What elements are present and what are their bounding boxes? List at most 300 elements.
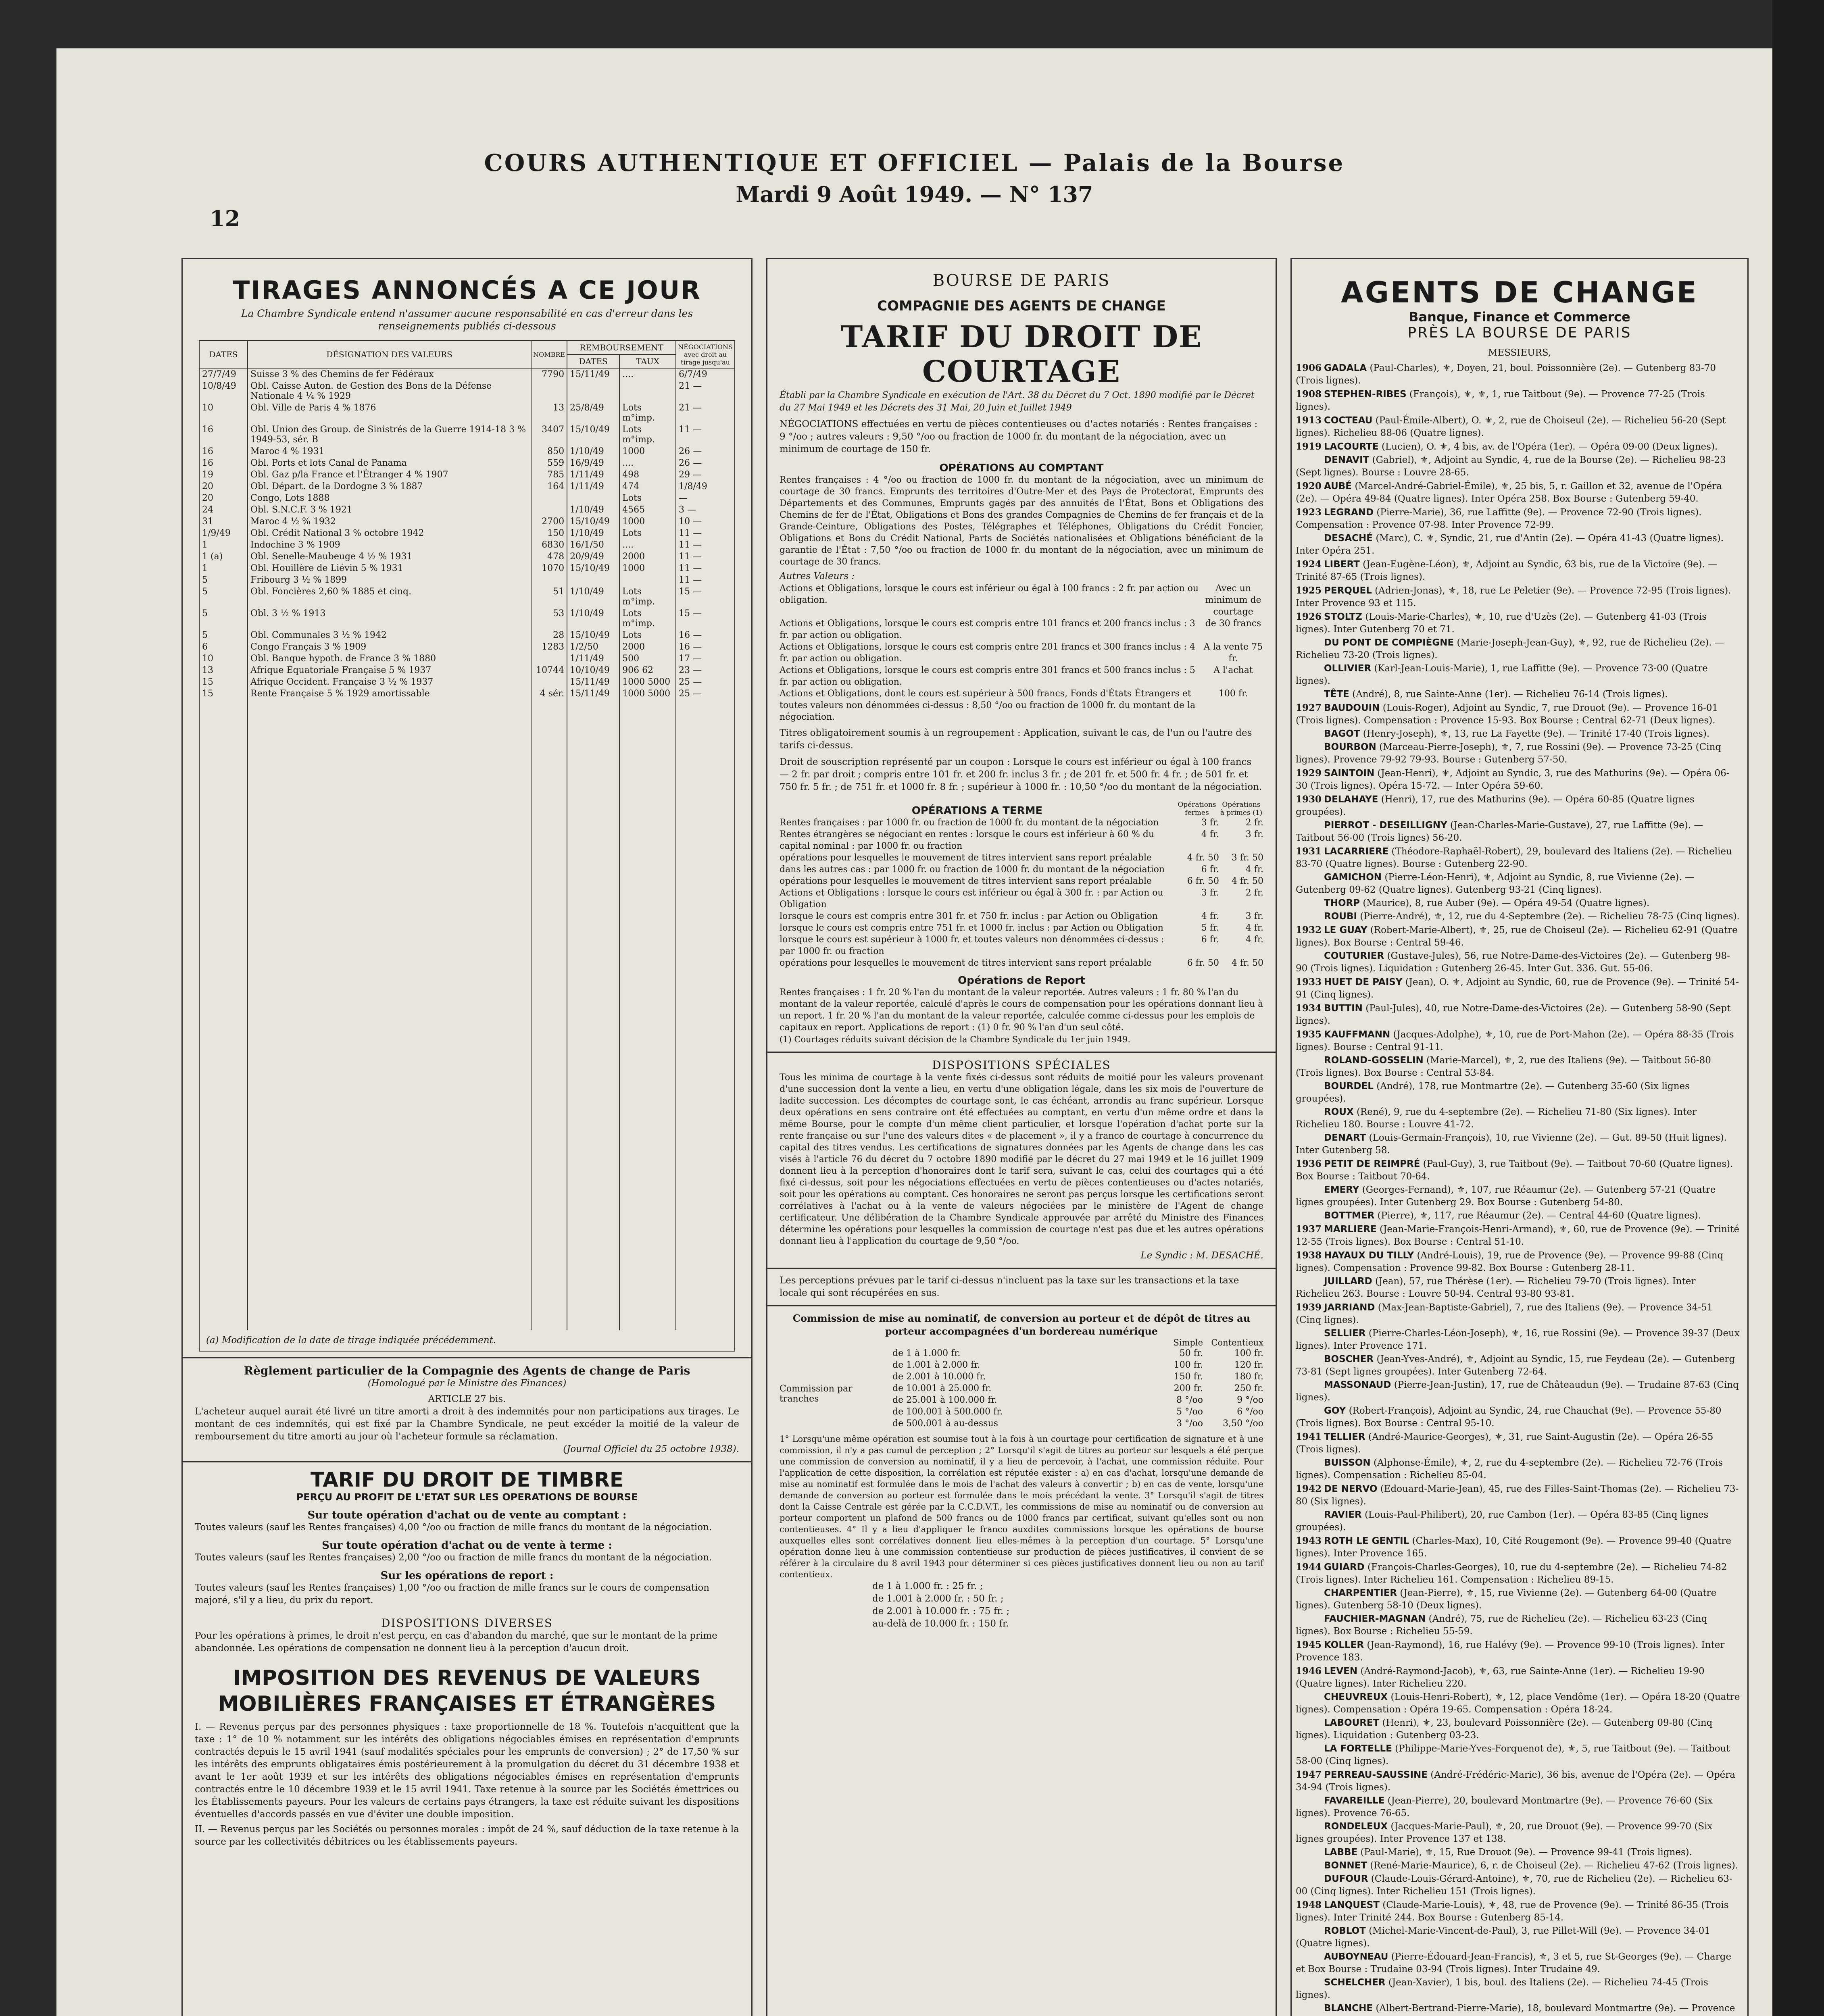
agent-name: ROLAND-GOSSELIN [1324, 1055, 1424, 1066]
courtage-subtitle: Établi par la Chambre Syndicale en exécution de l'Art. 38 du Décret du 7 Oct. 1890 modifié par le Décret du 27 Mai 1949 et les Décrets des 31 Mai, 20 Juin et Juillet 1949 [780, 390, 1255, 413]
agent-details: (Louis-Germain-François), 10, rue Vivienne (2e). — Gut. 89-50 (Huit lignes). Inter Gutenberg 58. [1296, 1133, 1727, 1156]
imposition-text-2: II. — Revenus perçus par les Sociétés ou personnes morales : impôt de 24 %, sauf déduction de la taxe retenue à la source par les collectivités débitrices ou les établissements payeurs. [195, 1824, 740, 1847]
table-cell [531, 574, 567, 586]
agent-entry [1296, 1768, 1740, 1794]
agent-name: FAUCHIER-MAGNAN [1324, 1614, 1426, 1624]
agent-year: 1930 [1296, 794, 1322, 805]
agent-entry [1296, 637, 1740, 662]
list-item-rate: A la vente 75 fr. [1203, 642, 1263, 664]
table-cell: 7790 [531, 368, 567, 380]
table-cell: 1/10/49 [567, 586, 619, 608]
agent-details: (Edouard-Marie-Jean), 45, rue des Filles-Saint-Thomas (2e). — Richelieu 73-80 (Six lignes). [1296, 1484, 1739, 1507]
agent-entry [1296, 1743, 1740, 1768]
commission-head-simple: Simple [1173, 1338, 1203, 1347]
timbre-t3: Toutes valeurs (sauf les Rentes françaises) 1,00 °/oo ou fraction de mille francs sur le cours de compensation majoré, s'il y a lieu, du prix du report. [195, 1583, 710, 1606]
table-cell: 11 — [676, 551, 735, 562]
table-cell: 16 — [676, 641, 735, 653]
table-cell: 27/7/49 [199, 368, 248, 380]
agent-name: FAVAREILLE [1324, 1795, 1385, 1806]
agent-year: 1926 [1296, 611, 1322, 622]
list-item-prime: 4 fr. 50 [1231, 958, 1263, 968]
agent-year: 1945 [1296, 1639, 1322, 1650]
table-cell: 10 [199, 402, 248, 424]
agent-name: BAGOT [1324, 729, 1360, 739]
agent-entry [1296, 1846, 1740, 1859]
table-cell: Obl. Caisse Auton. de Gestion des Bons de la Défense Nationale 4 ¼ % 1929 [248, 380, 531, 402]
table-row [199, 551, 735, 562]
list-item-ferme: 4 fr. [1201, 911, 1219, 921]
agent-details: (René-Marie-Maurice), 6, r. de Choiseul (2e). — Richelieu 47-62 (Trois lignes). [1367, 1860, 1739, 1871]
table-cell: Lots [619, 629, 676, 641]
article-ref: (Journal Officiel du 25 octobre 1938). [563, 1444, 739, 1454]
table-cell: 478 [531, 551, 567, 562]
agent-details: (Robert-Marie-Albert), ⚜, 25, rue de Choiseul (2e). — Richelieu 62-91 (Quatre lignes). Box Bourse : Central 59-46. [1296, 925, 1738, 948]
table-cell: Obl. 3 ½ % 1913 [248, 608, 531, 629]
agent-name: BONNET [1324, 1860, 1367, 1871]
agent-details: (Henry-Joseph), ⚜, 13, rue La Fayette (9e). — Trinité 17-40 (Trois lignes). [1360, 729, 1710, 739]
agent-name: SAINTOIN [1324, 768, 1375, 779]
agent-year: 1927 [1296, 702, 1322, 713]
agent-details: (André-Frédéric-Marie), 36 bis, avenue de l'Opéra (2e). — Opéra 34-94 (Trois lignes). [1296, 1770, 1736, 1793]
dispositions-title: DISPOSITIONS DIVERSES [381, 1616, 553, 1630]
agent-entry [1296, 506, 1740, 531]
list-item-prime: 2 fr. [1245, 888, 1263, 898]
list-item-text: de 500.001 à au-dessus [892, 1418, 999, 1429]
list-item-simple: 5 °/oo [1176, 1407, 1203, 1417]
list-item [892, 1383, 1263, 1394]
agent-name: DU PONT DE COMPIÈGNE [1324, 637, 1454, 648]
table-cell: Lots m°imp. [619, 608, 676, 629]
agent-details: (André-Raymond-Jacob), ⚜, 63, rue Sainte-Anne (1er). — Richelieu 19-90 (Quatre lignes). Inter Richelieu 220. [1296, 1666, 1705, 1689]
table-cell: 11 — [676, 574, 735, 586]
agent-name: RAVIER [1324, 1510, 1362, 1520]
agent-name: MARLIERE [1324, 1224, 1377, 1235]
terme-col-a: Opérations fermes [1178, 801, 1216, 817]
souscription-text: Droit de souscription représenté par un coupon : Lorsque le cours est inférieur ou égal à 100 francs — 2 fr. par droit ; compris entre 101 fr. et 200 fr. inclus 3 fr. ; de 201 fr. et 500 fr. 4 fr. ; de 501 fr. et 750 fr. 5 fr. ; de 751 fr. et 1000 fr. 8 fr. ; supérieur à 1000 fr. : 10,50 °/oo du montant de la négociation. [780, 757, 1262, 792]
agent-entry [1296, 871, 1740, 896]
list-item [780, 618, 1263, 641]
table-row [199, 574, 735, 586]
agent-year: 1947 [1296, 1769, 1322, 1780]
list-item-prime: 4 fr. 50 [1231, 876, 1263, 886]
agent-name: CHARPENTIER [1324, 1588, 1397, 1598]
list-item [780, 864, 1263, 875]
list-item-ferme: 4 fr. [1201, 829, 1219, 839]
list-item [780, 817, 1263, 829]
bourse-label: BOURSE DE PARIS [932, 271, 1111, 290]
agent-entry [1296, 1820, 1740, 1845]
agent-year: 1938 [1296, 1250, 1322, 1261]
table-cell: 1000 5000 [619, 688, 676, 700]
table-cell: Congo Français 3 % 1909 [248, 641, 531, 653]
list-item-prime: 2 fr. [1245, 818, 1263, 828]
agent-year: 1929 [1296, 768, 1322, 779]
agent-entry [1296, 1106, 1740, 1131]
agent-details: (Jean), 57, rue Thérèse (1er). — Richelieu 79-70 (Trois lignes). Inter Richelieu 263. Bourse : Louvre 50-94. Central 93-80 93-81. [1296, 1276, 1696, 1299]
list-item-text: opérations pour lesquelles le mouvement de titres intervient sans report préalable [780, 958, 1152, 968]
agent-name: TELLIER [1324, 1432, 1365, 1442]
agent-name: SCHELCHER [1324, 1977, 1386, 1988]
table-cell: Maroc 4 ½ % 1932 [248, 516, 531, 527]
list-item-text: de 100.001 à 500.000 fr. [892, 1407, 1003, 1417]
agent-year: 1935 [1296, 1029, 1322, 1040]
table-cell: 1000 [619, 562, 676, 574]
list-item-text: dans les autres cas : par 1000 fr. ou fraction de 1000 fr. du montant de la négociation [780, 864, 1165, 875]
agent-entry [1296, 362, 1740, 387]
table-cell: 10/8/49 [199, 380, 248, 402]
agent-details: (Pierre-Édouard-Jean-Francis), ⚜, 3 et 5, rue St-Georges (9e). — Charge et Box Bourse : Trudaine 03-94 (Trois lignes). Inter Trudaine 49. [1296, 1951, 1732, 1974]
timbre-title: TARIF DU DROIT DE TIMBRE [310, 1468, 624, 1491]
list-item [780, 875, 1263, 887]
report-text: Rentes françaises : 1 fr. 20 % l'an du montant de la valeur reportée. Autres valeurs : 1 fr. 80 % l'an du montant de la valeur reportée, calculé d'après le cours de compensation pour les opérations donnant lieu à un report. 1 fr. 20 % l'an du montant de la valeur reportée, calculée comme ci-dessus pour les emplois de capitaux en report. Applications de report : (1) 0 fr. 90 % l'an d'un seul côté. [780, 987, 1263, 1033]
agent-year: 1913 [1296, 415, 1322, 426]
list-item [780, 852, 1263, 864]
table-cell: 15 [199, 676, 248, 688]
list-item [892, 1406, 1263, 1418]
list-item-simple: 100 fr. [1174, 1360, 1203, 1370]
agent-details: (Albert-Bertrand-Pierre-Marie), 18, boulevard Montmartre (9e). — Provence [1376, 2003, 1735, 2014]
agent-details: (Paul-Jules), 40, rue Notre-Dame-des-Victoires (2e). — Gutenberg 58-90 (Sept lignes). [1296, 1003, 1731, 1026]
agent-details: (Karl-Jean-Louis-Marie), 1, rue Laffitte (9e). — Provence 73-00 (Quatre lignes). [1296, 663, 1708, 686]
list-item-prime: 4 fr. [1245, 935, 1263, 945]
agent-entry [1296, 1002, 1740, 1027]
table-row [199, 527, 735, 539]
imposition-text-1: I. — Revenus perçus par des personnes physiques : taxe proportionnelle de 18 %. Toutefois n'acquittent que la taxe : 1° de 10 % notamment sur les intérêts des obligations négociables émises en représentation d'emprunts contractés depuis le 15 avril 1941 (sauf modalités spéciales pour les emprunts de conversion) ; 2° de 17,50 % sur les intérêts des emprunts obligataires émis postérieurement à la promulgation du décret du 31 décembre 1938 et avant le 1er août 1939 et sur les intérêts des obligations négociables émises en représentation d'emprunts contractés entre le 10 décembre 1939 et le 15 avril 1941. Taxe retenue à la source par les Sociétés émettrices ou les Établissements payeurs. Pour les valeurs de certains pays étrangers, la taxe est réduite suivant les dispositions éventuelles d'accords passés en vue d'éviter une double imposition. [195, 1722, 739, 1820]
agent-details: (Pierre-Jean-Justin), 17, rue de Châteaudun (9e). — Trudaine 87-63 (Cinq lignes). [1296, 1380, 1739, 1403]
table-cell: 1/11/49 [567, 481, 619, 492]
col-r-dates: DATES [567, 354, 619, 368]
agent-details: (André), 75, rue de Richelieu (2e). — Richelieu 63-23 (Cinq lignes). Box Bourse : Richelieu 55-59. [1296, 1614, 1707, 1637]
report-title: Opérations de Report [958, 975, 1085, 987]
agent-name: DUFOUR [1324, 1874, 1368, 1884]
agent-entry [1296, 950, 1740, 975]
comptant-title: OPÉRATIONS AU COMPTANT [939, 462, 1104, 474]
table-cell: 5 [199, 629, 248, 641]
agent-name: CHEUVREUX [1324, 1692, 1388, 1702]
table-cell: 23 — [676, 664, 735, 676]
agent-entry [1296, 1587, 1740, 1612]
agent-entry [1296, 897, 1740, 910]
agent-details: (Pierre-Léon-Henri), ⚜, Adjoint au Syndic, 8, rue Vivienne (2e). — Gutenberg 09-62 (Quatre lignes). Gutenberg 93-21 (Cinq lignes). [1296, 872, 1695, 895]
agent-name: LACOURTE [1324, 442, 1379, 452]
agent-name: ROBLOT [1324, 1926, 1366, 1936]
list-item: de 1.001 à 2.000 fr. : 50 fr. ; [872, 1593, 1004, 1604]
agent-entry [1296, 845, 1740, 871]
agent-name: LANQUEST [1324, 1900, 1380, 1910]
table-row [199, 457, 735, 469]
table-cell: 16 [199, 446, 248, 457]
list-item-prime: 4 fr. [1245, 923, 1263, 933]
list-item-ferme: 6 fr. 50 [1187, 876, 1219, 886]
agent-year: 1944 [1296, 1562, 1322, 1572]
agent-year: 1932 [1296, 925, 1322, 935]
agent-name: ROTH LE GENTIL [1324, 1536, 1409, 1546]
table-cell: 10 — [676, 516, 735, 527]
table-row [199, 380, 735, 402]
tirages-table-wrap [183, 340, 751, 1352]
agent-details: (Adrien-Jonas), ⚜, 18, rue Le Peletier (9e). — Provence 72-95 (Trois lignes). Inter Provence 93 et 115. [1296, 585, 1731, 608]
table-cell: 15/10/49 [567, 516, 619, 527]
list-item-ferme: 3 fr. [1201, 888, 1219, 898]
table-cell: 11 — [676, 539, 735, 551]
agent-details: (Henri), ⚜, 23, boulevard Poissonnière (2e). — Gutenberg 09-80 (Cinq lignes). Liquidation : Gutenberg 03-23. [1296, 1718, 1713, 1741]
agent-details: (Jean-Pierre), 20, boulevard Montmartre (9e). — Provence 76-60 (Six lignes). Provence 76-65. [1296, 1795, 1713, 1818]
table-cell: 15/10/49 [567, 424, 619, 446]
list-item-ferme: 6 fr. [1201, 935, 1219, 945]
agent-details: (Paul-Marie), ⚜, 15, Rue Drouot (9e). — Provence 99-41 (Trois lignes). [1357, 1847, 1692, 1858]
list-item-prime: 3 fr. [1245, 911, 1263, 921]
commission-label: Commission par tranches [780, 1384, 853, 1404]
table-row [199, 586, 735, 608]
table-cell: 1070 [531, 562, 567, 574]
agent-name: TÊTE [1324, 689, 1349, 700]
agent-entry [1296, 1132, 1740, 1157]
table-cell: Indochine 3 % 1909 [248, 539, 531, 551]
table-row [199, 539, 735, 551]
table-cell: 4 sér. [531, 688, 567, 700]
agent-details: (Louis-Roger), Adjoint au Syndic, 7, rue Drouot (9e). — Provence 16-01 (Trois lignes). Compensation : Provence 15-93. Box Bourse : Central 62-71 (Deux lignes). [1296, 703, 1718, 726]
agent-entry [1296, 1976, 1740, 2001]
agent-name: KAUFFMANN [1324, 1029, 1390, 1040]
table-cell: Obl. Union des Group. de Sinistrés de la Guerre 1914-18 3 % 1949-53, sér. B [248, 424, 531, 446]
table-cell: 1000 [619, 446, 676, 457]
agent-year: 1948 [1296, 1899, 1322, 1910]
col-taux: TAUX [619, 354, 676, 368]
table-cell [531, 676, 567, 688]
agent-entry [1296, 1275, 1740, 1300]
table-cell: 16 — [676, 629, 735, 641]
table-cell: 1/2/50 [567, 641, 619, 653]
agent-details: (Jean-Raymond), 16, rue Halévy (9e). — Provence 99-10 (Trois lignes). Inter Provence 183. [1296, 1640, 1725, 1663]
table-row [199, 641, 735, 653]
agent-entry [1296, 558, 1740, 583]
agent-name: STOLTZ [1324, 612, 1363, 622]
table-cell: 10/10/49 [567, 664, 619, 676]
list-item-text: lorsque le cours est supérieur à 1000 fr. et toutes valeurs non dénommées ci-dessus : par 1000 fr. ou fraction [780, 935, 1164, 956]
table-cell: 1/10/49 [567, 446, 619, 457]
table-cell: 1 (a) [199, 551, 248, 562]
scan-edge [1772, 0, 1824, 2016]
table-cell: 5 [199, 574, 248, 586]
table-cell: Maroc 4 % 1931 [248, 446, 531, 457]
agent-entry [1296, 610, 1740, 636]
agent-details: (Marceau-Pierre-Joseph), ⚜, 7, rue Rossini (9e). — Provence 73-25 (Cinq lignes). Provence 79-92 79-93. Bourse : Gutenberg 57-50. [1296, 742, 1722, 765]
table-cell: .... [619, 457, 676, 469]
agent-entry [1296, 976, 1740, 1001]
agent-details: (Michel-Marie-Vincent-de-Paul), 3, rue Pillet-Will (9e). — Provence 34-01 (Quatre lignes). [1296, 1926, 1711, 1949]
table-cell: 10744 [531, 664, 567, 676]
list-item-rate: 100 fr. [1218, 689, 1248, 699]
table-cell: 13 [531, 402, 567, 424]
table-cell: 51 [531, 586, 567, 608]
agent-entry [1296, 1353, 1740, 1378]
agent-details: (André), 178, rue Montmartre (2e). — Gutenberg 35-60 (Six lignes groupées). [1296, 1081, 1690, 1104]
table-cell: 20 [199, 481, 248, 492]
agent-entry [1296, 1405, 1740, 1430]
column-courtage [766, 258, 1277, 2016]
table-cell: 13 [199, 664, 248, 676]
agent-entry [1296, 1054, 1740, 1079]
table-cell: 21 — [676, 380, 735, 402]
agent-details: (Marc), C. ⚜, Syndic, 21, rue d'Antin (2e). — Opéra 41-43 (Quatre lignes). Inter Opéra 251. [1296, 533, 1724, 556]
list-item-ferme: 5 fr. [1201, 923, 1219, 933]
table-cell: 11 — [676, 424, 735, 446]
list-item-text: Actions et Obligations : lorsque le cours est inférieur ou égal à 300 fr. : par Action ou Obligation [780, 888, 1163, 910]
table-cell [567, 492, 619, 504]
table-row [199, 481, 735, 492]
list-item-simple: 150 fr. [1174, 1372, 1203, 1382]
agent-entry [1296, 819, 1740, 844]
list-item [892, 1394, 1263, 1406]
agent-name: GAMICHON [1324, 872, 1382, 883]
list-item-text: Actions et Obligations, dont le cours est supérieur à 500 francs, Fonds d'États Étrangers et toutes valeurs non dénommées ci-dessus : 8,50 °/oo ou fraction de 1000 fr. du montant de la négociation. [780, 689, 1196, 722]
agent-details: (Paul-Guy), 3, rue Taitbout (9e). — Taitbout 70-60 (Quatre lignes). Box Bourse : Taitbout 70-64. [1296, 1159, 1733, 1182]
table-cell: Obl. Senelle-Maubeuge 4 ½ % 1931 [248, 551, 531, 562]
table-cell: 20 [199, 492, 248, 504]
list-item [892, 1359, 1263, 1371]
timbre-t2: Toutes valeurs (sauf les Rentes françaises) 2,00 °/oo ou fraction de mille francs du montant de la négociation. [195, 1552, 712, 1563]
list-item-text: Actions et Obligations, lorsque le cours est inférieur ou égal à 100 francs : 2 fr. par action ou obligation. [780, 583, 1199, 605]
agent-entry [1296, 910, 1740, 923]
reglement-subtitle: (Homologué par le Ministre des Finances) [367, 1378, 567, 1389]
table-cell: 559 [531, 457, 567, 469]
list-item-prime: 4 fr. [1245, 864, 1263, 875]
agent-name: JUILLARD [1324, 1276, 1372, 1287]
agent-name: DENART [1324, 1133, 1366, 1143]
agent-name: DE NERVO [1324, 1484, 1378, 1494]
list-item [780, 688, 1263, 723]
table-row [199, 492, 735, 504]
agent-entry [1296, 1483, 1740, 1508]
list-item-rate: A l'achat [1213, 665, 1253, 675]
list-item-text: de 2.001 à 10.000 fr. [892, 1372, 986, 1382]
list-item-text: de 25.001 à 100.000 fr. [892, 1395, 997, 1405]
messieurs-label: MESSIEURS, [1488, 348, 1551, 358]
table-cell [531, 504, 567, 516]
list-item-text: opérations pour lesquelles le mouvement de titres intervient sans report préalable [780, 853, 1152, 863]
agent-year: 1939 [1296, 1302, 1322, 1313]
agent-details: (Marie-Marcel), ⚜, 2, rue des Italiens (9e). — Taitbout 56-80 (Trois lignes). Box Bourse : Central 53-84. [1296, 1055, 1711, 1078]
list-item-text: de 1.001 à 2.000 fr. [892, 1360, 980, 1370]
autres-valeurs-list [767, 583, 1276, 723]
comptant-text: Rentes françaises : 4 °/oo ou fraction de 1000 fr. du montant de la négociation, avec un minimum de courtage de 30 francs. Emprunts des territoires d'Outre-Mer et des Pays de Protectorat, Emprunts des Départements et des Communes, Emprunts gagés par des annuités de l'État, Bons et Obligations des Chemins de fer de l'État, Obligations et Bons des grandes Compagnies de Chemins de fer français et de la Grande-Ceinture, Obligations des Postes, Télégraphes et Téléphones, Obligations du Crédit Foncier, Obligations et Bons du Crédit National, Parts de Sociétés nationalisées et Obligations bénéficiant de la garantie de l'État : 7,50 °/oo ou fraction de 1000 fr. du montant de la négociation, avec un minimum de courtage de 30 francs. [780, 475, 1263, 567]
table-row [199, 469, 735, 481]
agent-entry [1296, 1210, 1740, 1222]
agent-name: LIBERT [1324, 559, 1360, 570]
col-remboursement: REMBOURSEMENT [567, 341, 676, 354]
agent-name: BUISSON [1324, 1458, 1371, 1468]
tranche-list [767, 1580, 1276, 1630]
agent-details: (Claude-Marie-Louis), ⚜, 48, rue de Provence (9e). — Trinité 86-35 (Trois lignes). Inter Trinité 244. Box Bourse : Gutenberg 85-14. [1296, 1900, 1729, 1923]
table-cell: Obl. Communales 3 ½ % 1942 [248, 629, 531, 641]
agent-name: COUTURIER [1324, 951, 1384, 961]
agent-entry [1296, 1028, 1740, 1054]
table-cell: 6830 [531, 539, 567, 551]
agent-name: STEPHEN-RIBES [1324, 389, 1407, 400]
table-cell: 15 [199, 688, 248, 700]
agent-name: BOURBON [1324, 742, 1376, 752]
agent-name: AUBÉ [1324, 481, 1352, 492]
table-cell: 17 — [676, 653, 735, 664]
agent-entry [1296, 1925, 1740, 1950]
agent-entry [1296, 1561, 1740, 1586]
table-cell: 11 — [676, 527, 735, 539]
agent-details: (Théodore-Raphaël-Robert), 29, boulevard des Italiens (2e). — Richelieu 83-70 (Quatre lignes). Bourse : Gutenberg 22-90. [1296, 846, 1732, 869]
agent-year: 1937 [1296, 1224, 1322, 1235]
table-row [199, 653, 735, 664]
list-item-text: opérations pour lesquelles le mouvement de titres intervient sans report préalable [780, 876, 1152, 886]
agent-details: (Jean), O. ⚜, Adjoint au Syndic, 60, rue de Provence (9e). — Trinité 54-91 (Cinq lignes). [1296, 977, 1739, 1000]
table-cell: 15/11/49 [567, 368, 619, 380]
list-item-prime: 3 fr. [1245, 829, 1263, 839]
agent-details: (Charles-Max), 10, Cité Rougemont (9e). — Provence 99-40 (Quatre lignes). Inter Provence 165. [1296, 1536, 1731, 1559]
table-cell: 1000 [619, 516, 676, 527]
agent-details: (François), ⚜, ⚜, 1, rue Taitbout (9e). — Provence 77-25 (Trois lignes). [1296, 389, 1705, 412]
agent-details: (Gustave-Jules), 56, rue Notre-Dame-des-Victoires (2e). — Gutenberg 98-90 (Trois lignes). Liquidation : Gutenberg 26-45. Inter Gut. 336. Gut. 55-06. [1296, 951, 1730, 974]
agent-entry [1296, 1613, 1740, 1638]
agent-year: 1934 [1296, 1003, 1322, 1014]
agent-entry [1296, 532, 1740, 557]
timbre-t1: Toutes valeurs (sauf les Rentes françaises) 4,00 °/oo ou fraction de mille francs du montant de la négociation. [195, 1522, 712, 1533]
table-cell: 3407 [531, 424, 567, 446]
table-cell [531, 492, 567, 504]
agent-entry [1296, 454, 1740, 479]
agent-name: RONDELEUX [1324, 1821, 1388, 1832]
agent-year: 1946 [1296, 1666, 1322, 1677]
agent-name: ROUBI [1324, 911, 1357, 922]
agent-name: LABOURET [1324, 1718, 1380, 1728]
agent-entry [1296, 1249, 1740, 1275]
agent-name: LACARRIERE [1324, 846, 1389, 857]
list-item [780, 887, 1263, 910]
table-cell: 11 — [676, 562, 735, 574]
list-item-text: Actions et Obligations, lorsque le cours est compris entre 301 francs et 500 francs inclus : 5 fr. par action ou obligation. [780, 665, 1195, 687]
table-cell: 15/11/49 [567, 676, 619, 688]
agent-year: 1931 [1296, 846, 1322, 857]
table-cell [567, 380, 619, 402]
imposition-title: IMPOSITION DES REVENUS DE VALEURS MOBILIÈRES FRANÇAISES ET ÉTRANGÈRES [218, 1666, 716, 1716]
agent-entry [1296, 702, 1740, 727]
agent-entry [1296, 1158, 1740, 1183]
agent-name: PETIT DE REIMPRÉ [1324, 1159, 1420, 1169]
agent-year: 1908 [1296, 389, 1322, 400]
agent-details: (Paul-Charles), ⚜, Doyen, 21, boul. Poissonnière (2e). — Gutenberg 83-70 (Trois lignes). [1296, 363, 1716, 386]
list-item-text: Actions et Obligations, lorsque le cours est compris entre 201 francs et 300 francs inclus : 4 fr. par action ou obligation. [780, 642, 1195, 664]
agent-details: (Alphonse-Émile), ⚜, 2, rue du 4-septembre (2e). — Richelieu 72-76 (Trois lignes). Compensation : Richelieu 85-04. [1296, 1458, 1723, 1481]
list-item [780, 583, 1263, 618]
list-item-ferme: 6 fr. 50 [1187, 958, 1219, 968]
agent-name: SELLIER [1324, 1328, 1366, 1339]
list-item-simple: 50 fr. [1179, 1348, 1203, 1358]
table-cell: 15 — [676, 608, 735, 629]
agent-year: 1943 [1296, 1535, 1322, 1546]
list-item [780, 829, 1263, 852]
table-cell: 10 [199, 653, 248, 664]
table-cell: Rente Française 5 % 1929 amortissable [248, 688, 531, 700]
agent-year: 1906 [1296, 362, 1322, 373]
agent-name: BAUDOUIN [1324, 703, 1380, 713]
table-cell: Obl. Ville de Paris 4 % 1876 [248, 402, 531, 424]
report-note: (1) Courtages réduits suivant décision de la Chambre Syndicale du 1er juin 1949. [780, 1035, 1131, 1044]
agent-entry [1296, 1301, 1740, 1327]
agent-details: (Jacques-Adolphe), ⚜, 10, rue de Port-Mahon (2e). — Opéra 88-35 (Trois lignes). Bourse : Central 91-11. [1296, 1029, 1734, 1052]
table-cell: 6/7/49 [676, 368, 735, 380]
agent-details: (Jean-Xavier), 1 bis, boul. des Italiens (2e). — Richelieu 74-45 (Trois lignes). [1296, 1977, 1708, 2000]
agent-entry [1296, 1509, 1740, 1534]
tirages-title: TIRAGES ANNONCÉS A CE JOUR [233, 275, 701, 305]
list-item-contentieux: 180 fr. [1234, 1372, 1263, 1382]
agent-entry [1296, 414, 1740, 439]
